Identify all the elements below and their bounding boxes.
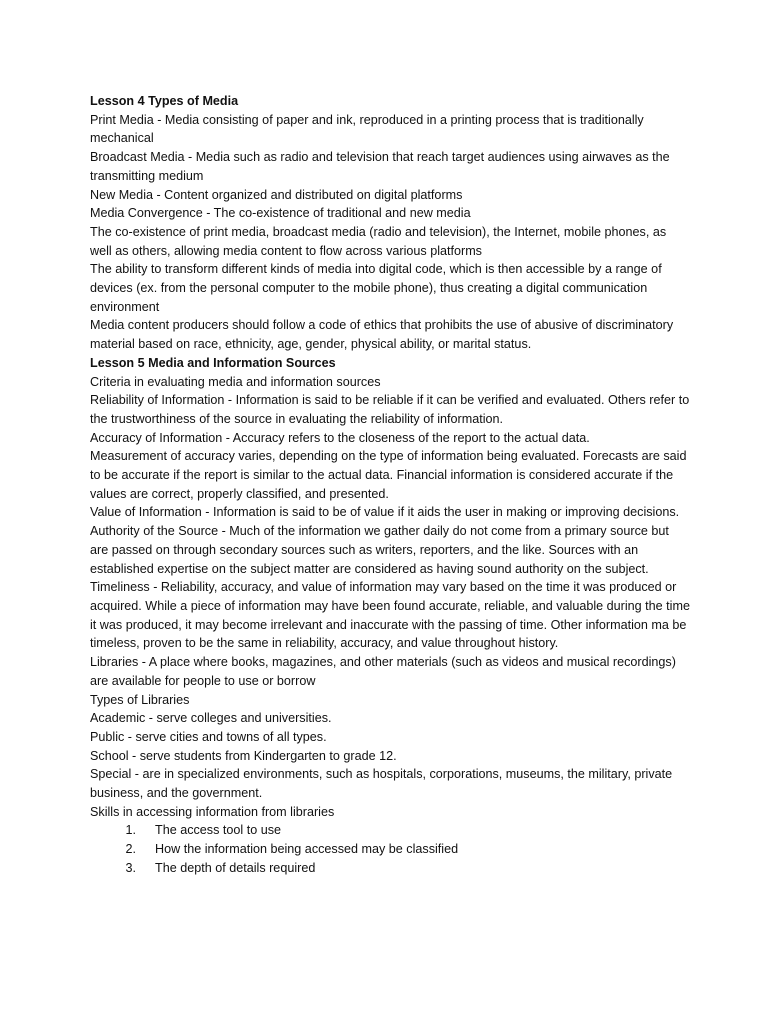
digital-code-paragraph: The ability to transform different kinds of media into digital code, which is then accessible by a range of devices (ex. from the personal computer to the mobile phone), thus creating a digital communication environment [90,262,662,314]
list-item [90,821,690,840]
print-media-paragraph: Print Media - Media consisting of paper and ink, reproduced in a printing process that is traditionally mechanical [90,112,644,146]
coexistence-paragraph: The co-existence of print media, broadcast media (radio and television), the Internet, mobile phones, as well as others, allowing media content to flow across various platforms [90,224,667,258]
libraries-paragraph: Libraries - A place where books, magazines, and other materials (such as videos and musical recordings) are available for people to use or borrow [90,655,676,688]
broadcast-media-paragraph: Broadcast Media - Media such as radio and television that reach target audiences using airwaves as the transmitting medium [90,150,670,183]
school-library-paragraph: School - serve students from Kindergarten to grade 12. [90,748,397,763]
list-number: 2. [125,842,136,857]
list-number: 1. [125,823,136,838]
list-item [90,859,690,878]
value-paragraph: Value of Information - Information is said to be of value if it aids the user in making or improving decisions. [90,505,680,520]
code-of-ethics-paragraph: Media content producers should follow a code of ethics that prohibits the use of abusive of discriminatory material based on race, ethnicity, age, gender, physical ability, or marital status. [90,318,674,352]
skills-list [90,821,690,877]
criteria-paragraph: Criteria in evaluating media and information sources [90,374,381,389]
lesson-5-heading: Lesson 5 Media and Information Sources [90,355,336,370]
list-item-text: The access tool to use [155,823,282,838]
types-of-libraries-paragraph: Types of Libraries [90,692,190,707]
skills-paragraph: Skills in accessing information from libraries [90,804,335,819]
document-page [90,92,690,878]
list-item [90,840,690,859]
list-number: 3. [125,860,136,875]
authority-paragraph: Authority of the Source - Much of the information we gather daily do not come from a primary source but are passed on through secondary sources such as writers, reporters, and the like. Sources with an established expertise on the subject matter are considered as having sound authority on the subject. [90,524,669,576]
timeliness-paragraph: Timeliness - Reliability, accuracy, and value of information may vary based on the time it was produced or acquired. While a piece of information may have been found accurate, reliable, and valuable during the time it was produced, it may become irrelevant and inaccurate with the passing of time. Other information ma be timeless, proven to be the same in reliability, accuracy, and value throughout history. [90,580,690,651]
academic-library-paragraph: Academic - serve colleges and universities. [90,711,332,726]
list-item-text: The depth of details required [155,860,316,875]
special-library-paragraph: Special - are in specialized environments, such as hospitals, corporations, museums, the military, private business, and the government. [90,767,673,801]
new-media-paragraph: New Media - Content organized and distributed on digital platforms [90,187,463,202]
media-convergence-paragraph: Media Convergence - The co-existence of traditional and new media [90,206,471,221]
measurement-paragraph: Measurement of accuracy varies, depending on the type of information being evaluated. Forecasts are said to be accurate if the report is similar to the actual data. Financial information is considered accurate if the values are correct, properly classified, and presented. [90,449,687,501]
reliability-paragraph: Reliability of Information - Information is said to be reliable if it can be verified and evaluated. Others refer to the trustworthiness of the source in evaluating the reliability of information. [90,393,690,426]
accuracy-paragraph: Accuracy of Information - Accuracy refers to the closeness of the report to the actual data. [90,430,590,445]
lesson-4-heading: Lesson 4 Types of Media [90,94,239,108]
public-library-paragraph: Public - serve cities and towns of all types. [90,729,327,744]
list-item-text: How the information being accessed may be classified [155,842,459,857]
